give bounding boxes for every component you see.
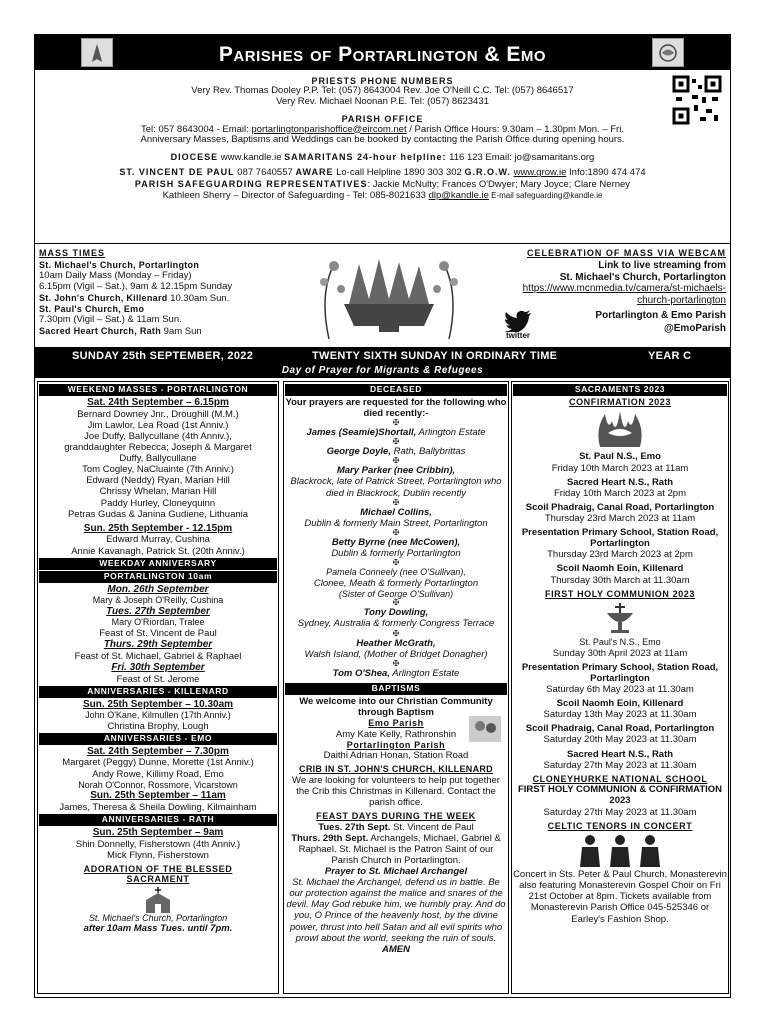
- baptism-icon: [469, 716, 501, 742]
- mass-date: Sun. 25th September – 10.30am: [82, 698, 234, 710]
- feast-heading: FEAST DAYS DURING THE WEEK: [316, 811, 476, 822]
- deceased-name: Pamela Conneely (nee O'Sullivan),: [326, 567, 466, 578]
- school-name: Scoil Phadraig, Canal Road, Portarlington: [525, 723, 715, 735]
- event-date: Thursday 23rd March 2023 at 2pm: [547, 549, 693, 561]
- banner-year: YEAR C: [648, 350, 692, 362]
- mass-time: 6.15pm (Vigil – Sat.), 9am & 12.15pm Sunday: [39, 280, 233, 292]
- adoration-time: after 10am Mass Tues. until 7pm.: [83, 923, 233, 935]
- baptism-name: Amy Kate Kelly, Rathronshin: [335, 728, 457, 740]
- deceased-place: Clonee, Meath & formerly Portarlington: [313, 577, 479, 589]
- office-email-link[interactable]: portarlingtonparishoffice@eircom.net: [251, 123, 407, 135]
- event-date: Thursday 30th March at 11.30am: [550, 574, 690, 586]
- church-name: St. Paul's Church, Emo: [39, 304, 145, 315]
- list-item: Mary O'Riordan, Tralee: [111, 617, 205, 628]
- mass-times-panel: [34, 244, 731, 348]
- baptism-name: Daithi Adrian Honan, Station Road: [323, 750, 469, 762]
- section-heading: ANNIVERSARIES - RATH: [39, 814, 277, 826]
- cross-icon: ✠: [392, 658, 400, 668]
- school-name: St. Paul's N.S., Emo: [579, 637, 661, 648]
- banner-subtitle: Day of Prayer for Migrants & Refugees: [281, 365, 484, 376]
- deceased-place: Dublin & formerly Portarlington: [331, 548, 461, 560]
- parish-label: Portarlington Parish: [346, 739, 446, 750]
- church-name: St. Michael's Church, Portarlington: [39, 260, 200, 271]
- section-heading: BAPTISMS: [285, 683, 507, 695]
- mass-date: Tues. 27th September: [106, 605, 210, 617]
- mass-date: Sun. 25th September - 12.15pm: [83, 522, 233, 534]
- event-date: Saturday 13th May 2023 at 11.30am: [543, 709, 697, 721]
- svp-line: [35, 167, 730, 179]
- priests-heading: PRIESTS PHONE NUMBERS: [311, 76, 454, 86]
- list-item: Edward (Neddy) Ryan, Marian Hill: [86, 475, 230, 487]
- feast-entry: [285, 822, 507, 833]
- cross-icon: ✠: [392, 437, 400, 447]
- office-hours: / Parish Office Hours: 9.30am – 1.30pm Mon. – Fri.: [406, 123, 624, 135]
- feast-date: Tues. 27th Sept.: [318, 821, 391, 833]
- list-item: Christina Brophy, Lough: [107, 720, 209, 732]
- section-heading: PORTARLINGTON 10am: [39, 571, 277, 583]
- school-name: Presentation Primary School, Station Road, Portarlington: [521, 661, 719, 684]
- deceased-place: Walsh Island, (Mother of Bridget Donagher): [304, 648, 488, 660]
- deceased-relation: (Sister of George O'Sullivan): [338, 588, 454, 599]
- safeguarding-names: : Jackie McNulty; Frances O'Dwyer; Mary Joyce; Clare Nerney: [367, 179, 631, 191]
- mass-time: 9am Sun: [161, 325, 202, 337]
- event-date: Saturday 6th May 2023 at 11.30am: [546, 684, 694, 696]
- baptisms-intro: We welcome into our Christian Community through Baptism: [299, 695, 493, 718]
- mass-time: 7.30pm (Vigil – Sat.) & 11am Sun.: [39, 313, 182, 325]
- cross-icon: ✠: [392, 497, 400, 507]
- concert-heading: CELTIC TENORS IN CONCERT: [547, 820, 693, 831]
- list-item: Edward Murray, Cushina: [106, 534, 210, 546]
- mass-date: Fri. 30th September: [111, 661, 205, 673]
- director-text: Kathleen Sherry – Director of Safeguarding - Tel: 085-8021633: [162, 190, 429, 202]
- newsletter-page: [34, 34, 731, 998]
- church-icon: [143, 887, 173, 913]
- svp-phone: 087 7640557: [234, 167, 296, 179]
- banner-date: SUNDAY 25th SEPTEMBER, 2022: [72, 350, 254, 362]
- church-name: Sacred Heart Church, Rath: [39, 325, 162, 336]
- feast-entry: [285, 833, 507, 866]
- church-name: St. John's Church, Killenard: [39, 292, 168, 303]
- webcam-text: Link to live streaming from: [598, 260, 726, 272]
- school-name: Scoil Naomh Eoin, Killenard: [556, 698, 684, 710]
- aware-phone: Lo-call Helpline 1890 303 302: [333, 167, 465, 179]
- event-date: Friday 10th March 2023 at 11am: [551, 462, 689, 474]
- twitter-handle[interactable]: @EmoParish: [664, 323, 726, 335]
- list-item: Mick Flynn, Fisherstown: [107, 849, 209, 861]
- deceased-place: Sydney, Australia & formerly Congress Terrace: [297, 618, 495, 630]
- qr-code-icon[interactable]: [672, 75, 722, 125]
- crib-heading: CRIB IN ST. JOHN'S CHURCH, KILLENARD: [299, 764, 493, 775]
- confirmation-heading: CONFIRMATION 2023: [568, 396, 672, 407]
- list-item: John O'Kane, Kilmullen (17th Anniv.): [85, 710, 231, 721]
- list-item: Norah O'Connor, Rossmore, Vicarstown: [78, 779, 238, 790]
- mass-date: Sun. 25th September – 11am: [90, 790, 226, 802]
- school-name: Presentation Primary School, Station Road, Portarlington: [521, 527, 719, 550]
- cross-icon: ✠: [392, 628, 400, 638]
- baptism-emo: [285, 718, 507, 740]
- event-date: Sunday 30th April 2023 at 11am: [552, 647, 688, 659]
- event-date: Thursday 23rd March 2023 at 11am: [544, 513, 696, 524]
- tenors-silhouette-icon: [570, 833, 670, 867]
- name-list: [39, 409, 277, 520]
- mass-date: Sat. 24th September – 6.15pm: [87, 396, 229, 408]
- column-right: [513, 383, 727, 925]
- mass-date: Sun. 25th September – 9am: [92, 826, 224, 838]
- deceased-name: George Doyle,: [326, 446, 391, 458]
- crib-text: We are looking for volunteers to help put together the Crib this Christmas in Killenard. Contact the parish office.: [292, 774, 500, 808]
- grow-phone: Info:1890 474 474: [566, 167, 646, 179]
- webcam-text: St. Michael's Church, Portarlington: [559, 271, 726, 283]
- masthead: [34, 34, 731, 70]
- twitter-label: twitter: [506, 331, 530, 341]
- cloneyhurke-subheading: FIRST HOLY COMMUNION & CONFIRMATION 2023: [517, 784, 723, 807]
- prayer-heading: Prayer to St. Michael Archangel: [324, 866, 468, 878]
- event-date: Saturday 27th May 2023 at 11.30am: [543, 759, 697, 771]
- list-item: Paddy Hurley, Cloneyquinn: [100, 497, 216, 509]
- twitter-account-name: Portarlington & Emo Parish: [595, 310, 726, 322]
- school-name: Sacred Heart N.S., Rath: [566, 748, 674, 760]
- grow-label: G.R.O.W.: [464, 167, 511, 178]
- mass-times-heading: MASS TIMES: [39, 248, 106, 258]
- prayer-body: St. Michael the Archangel, defend us in battle. Be our protection against the malice and snares of the devil. May God rebuke him, we humbly pray. And do you, O Prince of the heavenly host, by the divine power, thrust into hell Satan and all evil spirits who prowl about the world, seeking the ruin of souls.: [286, 877, 506, 944]
- mass-time: 10am Daily Mass (Monday – Friday): [39, 269, 192, 281]
- mass-date: Sat. 24th September – 7.30pm: [87, 745, 229, 757]
- cross-icon: ✠: [392, 418, 400, 428]
- section-heading: WEEKEND MASSES - PORTARLINGTON: [39, 384, 277, 396]
- flowers-bowl-illustration: [279, 244, 499, 347]
- banner-sunday: TWENTY SIXTH SUNDAY IN ORDINARY TIME: [312, 350, 558, 362]
- list-item: Shin Donnelly, Fisherstown (4th Anniv.): [75, 838, 241, 850]
- feast-text: Archangels, Michael, Gabriel & Raphael. St. Michael is the Patron Saint of our Parish Church in Portarlington.: [298, 832, 501, 866]
- parish-label: Emo Parish: [368, 717, 424, 728]
- deceased-intro: Your prayers are requested for the following who died recently:-: [285, 396, 507, 420]
- mass-time: 10.30am Sun.: [167, 292, 230, 304]
- dove-flames-icon: [580, 409, 660, 449]
- safeguarding-label: PARISH SAFEGUARDING REPRESENTATIVES: [134, 179, 368, 190]
- deceased-place: Rath, Ballybrittas: [390, 446, 466, 458]
- deceased-place: Blackrock, late of Patrick Street, Portarlington who died in Blackrock, Dublin recently: [290, 476, 502, 499]
- chalice-cross-icon: [595, 601, 645, 635]
- grow-link[interactable]: www.grow.ie: [513, 167, 567, 179]
- feast-date: Thurs. 29th Sept.: [291, 832, 369, 844]
- list-item: Mary & Joseph O'Reilly, Cushina: [92, 595, 224, 606]
- page-title: Parishes of Portarlington & Emo: [218, 43, 547, 66]
- deceased-place: Arlington Estate: [416, 427, 486, 439]
- diocese-site[interactable]: www.kandle.ie: [218, 152, 285, 164]
- deceased-name: Mary Parker (nee Cribbin),: [336, 465, 456, 477]
- list-item: Bernard Downey Jnr., Droughill (M.M.): [77, 408, 239, 420]
- school-name: Sacred Heart N.S., Rath: [566, 476, 674, 488]
- event-date: Friday 10th March 2023 at 2pm: [553, 487, 686, 499]
- section-heading: DECEASED: [285, 384, 507, 396]
- deceased-name: James (Seamie)Shortall,: [306, 427, 417, 439]
- mass-date: Thurs. 29th September: [103, 639, 213, 651]
- concert-text: Concert in Sts. Peter & Paul Church, Monasterevin also featuring Monasterevin Gospel Choir on Fri 21st October at 8pm. Tickets available from Monasterevin Parish Office 045-525346 or Earley's Fashion Shop.: [513, 869, 727, 925]
- communion-heading: FIRST HOLY COMMUNION 2023: [544, 588, 696, 599]
- list-item: Duffy, Ballycullane: [119, 453, 197, 465]
- event-date: Saturday 20th May 2023 at 11.30am: [543, 734, 697, 746]
- section-heading: ANNIVERSARIES - EMO: [39, 733, 277, 745]
- deceased-place: Arlington Estate: [389, 667, 460, 679]
- cloneyhurke-heading: CLONEYHURKE NATIONAL SCHOOL: [532, 773, 708, 784]
- section-heading: WEEKDAY ANNIVERSARY: [39, 558, 277, 570]
- cross-icon: ✠: [392, 527, 400, 537]
- deceased-name: Tony Dowling,: [363, 607, 429, 619]
- webcam-link[interactable]: church-portarlington: [637, 294, 726, 306]
- school-name: Scoil Phadraig, Canal Road, Portarlington: [525, 501, 715, 513]
- list-item: Andy Rowe, Killimy Road, Emo: [92, 768, 224, 780]
- school-name: Scoil Naomh Eoin, Killenard: [556, 563, 684, 575]
- school-name: St. Paul N.S., Emo: [579, 451, 661, 463]
- list-item: Joe Duffy, Ballycullane (4th Anniv.),: [84, 430, 232, 442]
- adoration-heading: SACRAMENT: [126, 874, 190, 885]
- samaritans-label: SAMARITANS 24-hour helpline:: [284, 152, 447, 163]
- cross-icon: ✠: [392, 558, 400, 568]
- webcam-link[interactable]: https://www.mcnmedia.tv/camera/st-michaels-: [522, 283, 726, 295]
- deceased-name: Betty Byrne (nee McCowen),: [331, 536, 461, 548]
- adoration-location: St. Michael's Church, Portarlington: [88, 912, 228, 923]
- priests-line: Very Rev. Michael Noonan P.E. Tel: (057) 8623431: [276, 96, 489, 108]
- list-item: Feast of St. Jerome: [116, 673, 200, 685]
- twitter-bird-icon[interactable]: [504, 310, 532, 332]
- column-middle: [285, 383, 507, 955]
- deceased-name: Heather McGrath,: [356, 637, 436, 649]
- office-tel: Tel: 057 8643004 - Email:: [141, 123, 252, 135]
- director-line: [35, 191, 730, 202]
- columns-area: [34, 378, 731, 998]
- list-item: James, Theresa & Sheila Dowling, Kilmainham: [59, 801, 257, 813]
- adoration-heading: ADORATION OF THE BLESSED: [83, 863, 233, 874]
- column-left: [39, 383, 277, 935]
- webcam-heading: CELEBRATION OF MASS VIA WEBCAM: [527, 248, 726, 258]
- aware-label: AWARE: [295, 167, 334, 178]
- prayer-text: [285, 877, 507, 955]
- list-item: granddaughter Rebecca; Joseph & Margaret: [64, 441, 252, 453]
- mass-times: [39, 248, 279, 338]
- cross-icon: ✠: [392, 598, 400, 608]
- svp-label: ST. VINCENT DE PAUL: [119, 167, 235, 178]
- list-item: Petras Gudas & Janina Gudiene, Lithuania: [67, 508, 249, 520]
- feast-text: St. Vincent de Paul: [390, 821, 474, 833]
- mass-date: Mon. 26th September: [107, 583, 209, 595]
- list-item: Jim Lawlor, Lea Road (1st Anniv.): [87, 419, 229, 431]
- list-item: Tom Cogley, NaCluainte (7th Anniv.): [82, 464, 234, 476]
- contact-info: [34, 70, 731, 244]
- samaritans-contact: 116 123 Email: jo@samaritans.org: [446, 152, 595, 164]
- office-heading: PARISH OFFICE: [341, 114, 424, 125]
- event-date: Saturday 27th May 2023 at 11.30am: [543, 806, 697, 818]
- list-item: Feast of St. Vincent de Paul: [99, 627, 217, 639]
- cross-icon: ✠: [392, 456, 400, 466]
- sunday-banner: [34, 348, 731, 378]
- deceased-name: Michael Collins,: [360, 506, 432, 518]
- deceased-name: Tom O'Shea,: [332, 667, 390, 679]
- office-note: Anniversary Masses, Baptisms and Weddings can be booked by contacting the Parish Office during opening hours.: [140, 134, 625, 146]
- deceased-entry: [285, 668, 507, 679]
- webcam-panel: [496, 248, 726, 340]
- list-item: Chrissy Whelan, Marian Hill: [99, 486, 217, 498]
- diocese-label: DIOCESE: [170, 152, 219, 163]
- diocese-line: [35, 152, 730, 164]
- dove-icon: [652, 38, 684, 67]
- list-item: Margaret (Peggy) Dunne, Morette (1st Anniv.): [62, 757, 254, 769]
- section-heading: SACRAMENTS 2023: [513, 384, 727, 396]
- director-email-link[interactable]: dlp@kandle.ie: [428, 190, 489, 202]
- priests-line: Very Rev. Thomas Dooley P.P. Tel: (057) 8643004 Rev. Joe O'Neill C.C. Tel: (057) 8646517: [191, 85, 574, 97]
- director-email2: E-mail safeguarding@kandle.ie: [488, 191, 603, 201]
- section-heading: ANNIVERSARIES - KILLENARD: [39, 686, 277, 698]
- list-item: Annie Kavanagh, Patrick St. (20th Anniv.): [71, 545, 245, 557]
- prayer-amen: AMEN: [382, 943, 410, 955]
- deceased-place: Dublin & formerly Main Street, Portarlington: [304, 517, 488, 529]
- list-item: Feast of St. Michael, Gabriel & Raphael: [74, 650, 242, 662]
